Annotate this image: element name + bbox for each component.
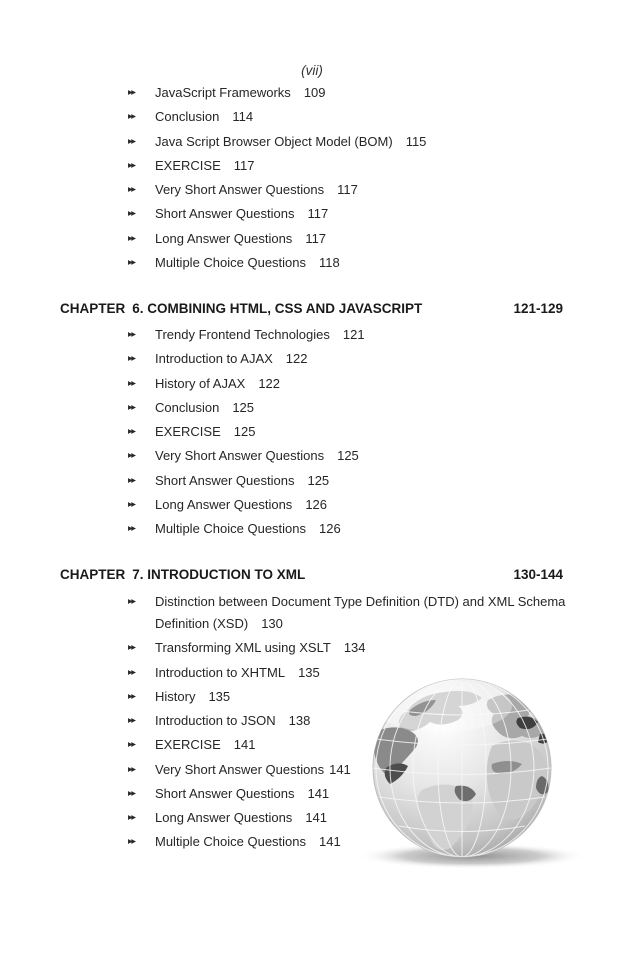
double-arrow-bullet-icon: ▸▸ bbox=[128, 642, 135, 654]
chapter-heading bbox=[60, 297, 563, 321]
toc-section bbox=[0, 297, 624, 541]
double-arrow-bullet-icon: ▸▸ bbox=[128, 715, 135, 726]
double-arrow-bullet-icon: ▸▸ bbox=[128, 377, 135, 389]
toc-entry bbox=[0, 685, 624, 709]
toc-entry bbox=[0, 178, 624, 202]
page-number: (vii) bbox=[301, 63, 323, 78]
chapter-heading bbox=[60, 563, 563, 587]
toc-entry bbox=[0, 444, 624, 468]
toc-entry-page: 125 bbox=[232, 399, 255, 415]
toc-entry bbox=[0, 589, 575, 636]
double-arrow-bullet-icon: ▸▸ bbox=[128, 232, 135, 244]
toc-entry bbox=[0, 733, 624, 757]
toc-entry-page: 130 bbox=[261, 615, 283, 631]
double-arrow-bullet-icon: ▸▸ bbox=[128, 159, 135, 171]
toc-entry bbox=[0, 154, 624, 178]
toc-entry bbox=[0, 202, 624, 226]
toc-entry-page: 117 bbox=[233, 157, 255, 173]
toc-entry-label: Long Answer Questions bbox=[155, 810, 293, 825]
toc-entry-page: 126 bbox=[319, 521, 341, 536]
toc-entry bbox=[0, 323, 624, 347]
toc-entry bbox=[0, 830, 624, 854]
double-arrow-bullet-icon: ▸▸ bbox=[128, 690, 135, 702]
toc-entry-page: 138 bbox=[288, 713, 311, 728]
toc-entry-label: History bbox=[155, 688, 196, 704]
toc-entry-page: 141 bbox=[307, 785, 330, 801]
toc-entry bbox=[0, 81, 624, 105]
toc-entry-page: 117 bbox=[337, 182, 358, 197]
toc-entry-page: 135 bbox=[208, 688, 231, 704]
double-arrow-bullet-icon: ▸▸ bbox=[128, 87, 135, 98]
chapter-title: 7. INTRODUCTION TO XML bbox=[132, 567, 306, 583]
toc-entry-label: Java Script Browser Object Model (BOM) bbox=[155, 133, 393, 149]
toc-entry bbox=[0, 709, 624, 733]
toc-entry-page: 121 bbox=[342, 327, 365, 342]
toc-entry-page: 141 bbox=[329, 761, 351, 777]
toc-entry-label: Multiple Choice Questions bbox=[155, 254, 307, 270]
toc-entry-page: 141 bbox=[319, 834, 341, 850]
toc-entry-page: 134 bbox=[343, 640, 366, 656]
double-arrow-bullet-icon: ▸▸ bbox=[128, 256, 135, 268]
toc-entry-label: Conclusion bbox=[155, 399, 220, 415]
toc-entry-label: Introduction to JSON bbox=[155, 713, 276, 728]
toc-entry-label: Short Answer Questions bbox=[155, 206, 295, 222]
toc-entry-label: Very Short Answer Questions bbox=[155, 761, 325, 777]
toc-entry-label: Long Answer Questions bbox=[155, 496, 293, 512]
toc-entry-label: EXERCISE bbox=[155, 424, 221, 439]
toc-entry-page: 122 bbox=[285, 351, 308, 367]
toc-entry bbox=[0, 493, 624, 517]
toc-entry bbox=[0, 396, 624, 420]
toc-entry-label: Trendy Frontend Technologies bbox=[155, 327, 330, 342]
double-arrow-bullet-icon: ▸▸ bbox=[128, 498, 135, 510]
chapter-page-range: 121-129 bbox=[513, 301, 563, 316]
toc-entry bbox=[0, 347, 624, 371]
toc-entry-page: 115 bbox=[405, 133, 427, 149]
toc-entry bbox=[0, 636, 624, 660]
toc-entry-page: 125 bbox=[337, 448, 359, 464]
double-arrow-bullet-icon: ▸▸ bbox=[128, 426, 135, 437]
toc-section bbox=[0, 563, 624, 854]
toc-entry bbox=[0, 105, 624, 129]
toc-entry bbox=[0, 130, 624, 154]
toc-entry-label: Distinction between Document Type Definition (DTD) and XML Schema Definition (XSD) bbox=[155, 594, 566, 631]
double-arrow-bullet-icon: ▸▸ bbox=[128, 184, 135, 195]
double-arrow-bullet-icon: ▸▸ bbox=[128, 666, 135, 678]
toc-entry-label: Multiple Choice Questions bbox=[155, 834, 307, 850]
double-arrow-bullet-icon: ▸▸ bbox=[128, 353, 135, 365]
toc-entry-label: Introduction to AJAX bbox=[155, 351, 273, 367]
toc-entry-page: 141 bbox=[305, 810, 328, 825]
toc-entry bbox=[0, 661, 624, 685]
chapter-label: CHAPTER bbox=[60, 567, 126, 583]
toc-entry-page: 125 bbox=[233, 424, 256, 439]
toc-entry bbox=[0, 227, 624, 251]
toc-entry-label: Long Answer Questions bbox=[155, 230, 293, 246]
chapter-items bbox=[0, 323, 624, 541]
toc-entry-label: Very Short Answer Questions bbox=[155, 182, 325, 197]
toc-entry-label: JavaScript Frameworks bbox=[155, 85, 291, 100]
toc-entry-page: 141 bbox=[233, 737, 256, 753]
double-arrow-bullet-icon: ▸▸ bbox=[128, 450, 135, 462]
double-arrow-bullet-icon: ▸▸ bbox=[128, 787, 135, 799]
double-arrow-bullet-icon: ▸▸ bbox=[128, 401, 135, 413]
toc-entry bbox=[0, 372, 624, 396]
chapter-items bbox=[0, 589, 624, 854]
toc-entry-page: 126 bbox=[305, 496, 328, 512]
chapter-title: 6. COMBINING HTML, CSS AND JAVASCRIPT bbox=[132, 301, 423, 316]
double-arrow-bullet-icon: ▸▸ bbox=[128, 739, 135, 751]
toc-entry bbox=[0, 469, 624, 493]
toc-entry-page: 109 bbox=[303, 85, 326, 100]
toc-entry-label: EXERCISE bbox=[155, 737, 221, 753]
toc-section bbox=[0, 81, 624, 275]
double-arrow-bullet-icon: ▸▸ bbox=[128, 812, 135, 823]
toc-entry bbox=[0, 806, 624, 830]
chapter-items bbox=[0, 81, 624, 275]
toc-entry bbox=[0, 251, 624, 275]
toc-entry-label: Short Answer Questions bbox=[155, 785, 295, 801]
toc-entry bbox=[0, 420, 624, 444]
chapter-page-range: 130-144 bbox=[513, 567, 563, 583]
toc-entry bbox=[0, 782, 624, 806]
toc-entry-page: 122 bbox=[258, 375, 281, 391]
double-arrow-bullet-icon: ▸▸ bbox=[128, 329, 135, 340]
double-arrow-bullet-icon: ▸▸ bbox=[128, 135, 135, 147]
chapter-label: CHAPTER bbox=[60, 301, 126, 316]
toc-entry bbox=[0, 517, 624, 541]
double-arrow-bullet-icon: ▸▸ bbox=[128, 836, 135, 848]
toc-entry-label: Very Short Answer Questions bbox=[155, 448, 325, 464]
toc-entry-page: 135 bbox=[298, 664, 320, 680]
toc-entry-label: EXERCISE bbox=[155, 157, 221, 173]
toc-entry-page: 117 bbox=[305, 230, 327, 246]
toc-entry-label: History of AJAX bbox=[155, 375, 246, 391]
double-arrow-bullet-icon: ▸▸ bbox=[128, 763, 135, 775]
toc-sections bbox=[0, 81, 624, 855]
toc-entry-page: 114 bbox=[232, 109, 254, 125]
double-arrow-bullet-icon: ▸▸ bbox=[128, 208, 135, 220]
double-arrow-bullet-icon: ▸▸ bbox=[128, 474, 135, 486]
toc-entry-label: Short Answer Questions bbox=[155, 472, 295, 488]
toc-entry-label: Introduction to XHTML bbox=[155, 664, 286, 680]
toc-entry-page: 118 bbox=[319, 254, 340, 270]
toc-entry bbox=[0, 758, 624, 782]
double-arrow-bullet-icon: ▸▸ bbox=[128, 523, 135, 534]
double-arrow-bullet-icon: ▸▸ bbox=[128, 111, 135, 123]
double-arrow-bullet-icon: ▸▸ bbox=[128, 596, 135, 608]
toc-entry-page: 117 bbox=[307, 206, 329, 222]
toc-entry-label: Conclusion bbox=[155, 109, 220, 125]
toc-entry-label: Transforming XML using XSLT bbox=[155, 640, 331, 656]
toc-entry-page: 125 bbox=[307, 472, 330, 488]
toc-entry-label: Multiple Choice Questions bbox=[155, 521, 307, 536]
